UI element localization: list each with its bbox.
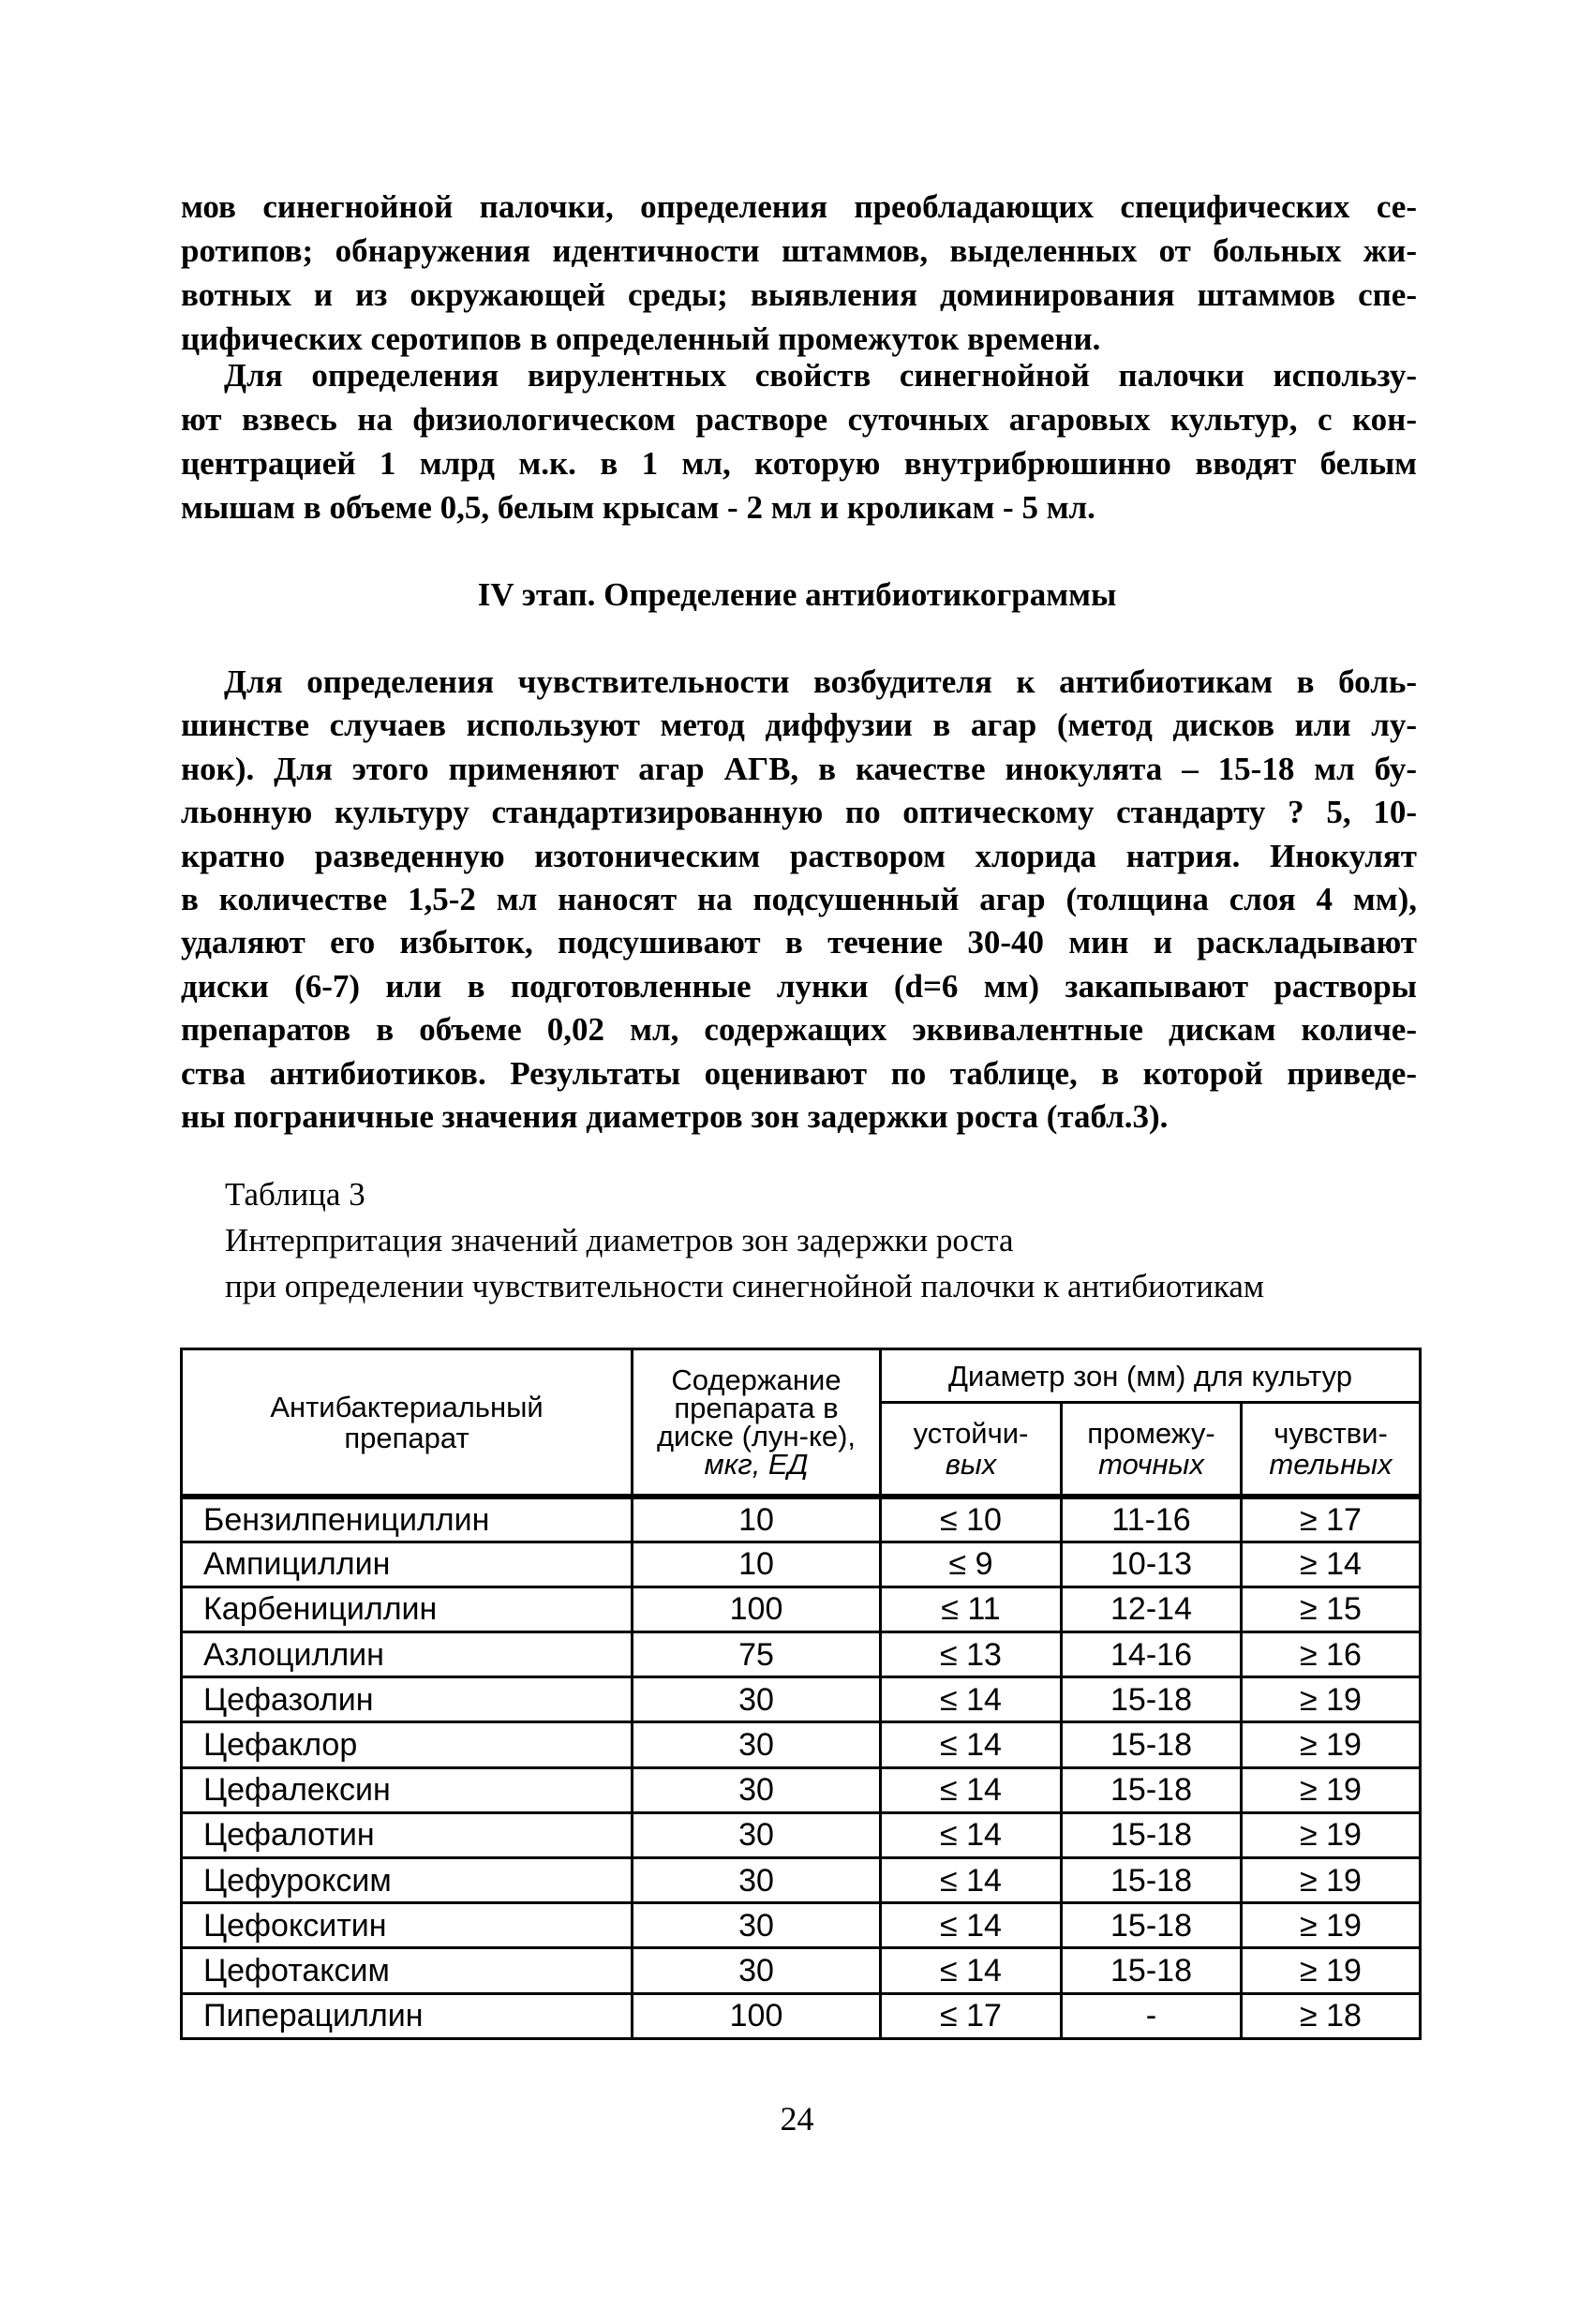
resistant-value: ≤ 14 — [881, 1948, 1062, 1993]
text-line: льонную культуру стандартизированную по оптическому стандарту ? 5, 10- — [181, 794, 1417, 831]
resistant-value: ≤ 14 — [881, 1858, 1062, 1903]
drug-name: Цефалексин — [182, 1767, 633, 1812]
text-line: Для определения чувствительности возбудителя к антибиотикам в боль- — [224, 663, 1417, 700]
table-row — [182, 1587, 1421, 1631]
sensitive-value: ≥ 16 — [1242, 1632, 1421, 1677]
header-resistant-line1: устойчи- — [913, 1417, 1029, 1450]
table-row — [182, 1677, 1421, 1722]
paragraph-3 — [181, 661, 1417, 1139]
text-line: удаляют его избыток, подсушивают в течение 30-40 мин и раскладывают — [181, 924, 1417, 961]
table-label: Таблица 3 — [225, 1176, 365, 1213]
drug-name: Цефалотин — [182, 1812, 633, 1857]
text-line: мов синегнойной палочки, определения преобладающих специфических се- — [181, 188, 1417, 225]
resistant-value: ≤ 17 — [881, 1993, 1062, 2038]
drug-name: Ампициллин — [182, 1542, 633, 1587]
disk-content: 30 — [633, 1858, 881, 1903]
disk-content: 30 — [633, 1948, 881, 1993]
text-line: нок). Для этого применяют агар АГВ, в качестве инокулята – 15-18 мл бу- — [181, 750, 1417, 787]
sensitive-value: ≥ 19 — [1242, 1677, 1421, 1722]
disk-content: 10 — [633, 1542, 881, 1587]
sensitive-value: ≥ 17 — [1242, 1497, 1421, 1542]
table-caption — [225, 1171, 1264, 1309]
disk-content: 75 — [633, 1632, 881, 1677]
intermediate-value: 11-16 — [1062, 1497, 1242, 1542]
sensitive-value: ≥ 19 — [1242, 1812, 1421, 1857]
resistant-value: ≤ 9 — [881, 1542, 1062, 1587]
table-row — [182, 1497, 1421, 1542]
resistant-value: ≤ 13 — [881, 1632, 1062, 1677]
drug-name: Пиперациллин — [182, 1993, 633, 2038]
resistant-value: ≤ 14 — [881, 1722, 1062, 1767]
text-line: диски (6-7) или в подготовленные лунки (d=6 мм) закапывают растворы — [181, 967, 1417, 1005]
text-line: ны пограничные значения диаметров зон задержки роста (табл.3). — [181, 1097, 1169, 1135]
intermediate-value: 15-18 — [1062, 1812, 1242, 1857]
table-row — [182, 1858, 1421, 1903]
intermediate-value: 15-18 — [1062, 1677, 1242, 1722]
table-title-line2: при определении чувствительности синегнойной палочки к антибиотикам — [225, 1268, 1265, 1304]
disk-content: 100 — [633, 1993, 881, 2038]
header-resistant — [881, 1403, 1062, 1497]
table-row — [182, 1993, 1421, 2038]
sensitive-value: ≥ 19 — [1242, 1767, 1421, 1812]
intermediate-value: 15-18 — [1062, 1948, 1242, 1993]
resistant-value: ≤ 11 — [881, 1587, 1062, 1631]
drug-name: Карбенициллин — [182, 1587, 633, 1631]
drug-name: Цефаклор — [182, 1722, 633, 1767]
disk-content: 30 — [633, 1903, 881, 1948]
text-line: ют взвесь на физиологическом растворе суточных агаровых культур, с кон- — [181, 401, 1417, 438]
sensitive-value: ≥ 19 — [1242, 1858, 1421, 1903]
header-diameter: Диаметр зон (мм) для культур — [881, 1349, 1421, 1403]
text-line: мышам в объеме 0,5, белым крысам - 2 мл и кроликам - 5 мл. — [181, 489, 1095, 526]
header-sensitive — [1242, 1403, 1421, 1497]
header-drug-line2: препарат — [344, 1421, 469, 1454]
drug-name: Бензилпенициллин — [182, 1497, 633, 1542]
intermediate-value: 15-18 — [1062, 1858, 1242, 1903]
resistant-value: ≤ 14 — [881, 1812, 1062, 1857]
drug-name: Цефотаксим — [182, 1948, 633, 1993]
header-content — [633, 1349, 881, 1497]
header-drug-line1: Антибактериальный — [270, 1390, 544, 1423]
header-content-line3: диске (лун-ке), — [656, 1419, 857, 1452]
text-line: Для определения вирулентных свойств синегнойной палочки использу- — [224, 357, 1417, 394]
text-line: в количестве 1,5-2 мл наносят на подсушенный агар (толщина слоя 4 мм), — [181, 880, 1417, 917]
table-row — [182, 1767, 1421, 1812]
intermediate-value: 10-13 — [1062, 1542, 1242, 1587]
drug-name: Цефокситин — [182, 1903, 633, 1948]
sensitive-value: ≥ 14 — [1242, 1542, 1421, 1587]
text-line: цифических серотипов в определенный промежуток времени. — [181, 320, 1101, 357]
sensitive-value: ≥ 18 — [1242, 1993, 1421, 2038]
text-line: кратно разведенную изотоническим раствором хлорида натрия. Инокулят — [181, 837, 1417, 874]
table-row — [182, 1903, 1421, 1948]
header-content-line4: мкг, ЕД — [704, 1447, 809, 1481]
intermediate-value: 15-18 — [1062, 1767, 1242, 1812]
disk-content: 30 — [633, 1677, 881, 1722]
drug-name: Азлоциллин — [182, 1632, 633, 1677]
table-row — [182, 1812, 1421, 1857]
text-line: вотных и из окружающей среды; выявления доминирования штаммов спе- — [181, 276, 1417, 313]
intermediate-value: 12-14 — [1062, 1587, 1242, 1631]
header-intermediate — [1062, 1403, 1242, 1497]
intermediate-value: 15-18 — [1062, 1722, 1242, 1767]
resistant-value: ≤ 14 — [881, 1767, 1062, 1812]
header-resistant-line2: вых — [945, 1448, 997, 1481]
intermediate-value: - — [1062, 1993, 1242, 2038]
text-line: ства антибиотиков. Результаты оценивают по таблице, в которой приведе- — [181, 1054, 1417, 1092]
sensitive-value: ≥ 19 — [1242, 1903, 1421, 1948]
table-row — [182, 1632, 1421, 1677]
table-title-line1: Интерпритация значений диаметров зон задержки роста — [225, 1222, 1014, 1259]
resistant-value: ≤ 10 — [881, 1497, 1062, 1542]
intermediate-value: 15-18 — [1062, 1903, 1242, 1948]
disk-content: 30 — [633, 1767, 881, 1812]
disk-content: 30 — [633, 1722, 881, 1767]
resistant-value: ≤ 14 — [881, 1903, 1062, 1948]
sensitive-value: ≥ 19 — [1242, 1948, 1421, 1993]
header-content-line2: препарата в — [674, 1391, 839, 1424]
header-sensitive-line1: чувстви- — [1274, 1417, 1388, 1450]
drug-name: Цефуроксим — [182, 1858, 633, 1903]
page-number: 24 — [780, 2100, 814, 2138]
table-row — [182, 1542, 1421, 1587]
paragraph-2 — [181, 353, 1417, 529]
disk-content: 100 — [633, 1587, 881, 1631]
header-drug — [182, 1349, 633, 1497]
text-line: центрацией 1 млрд м.к. в 1 мл, которую внутрибрюшинно вводят белым — [181, 445, 1417, 482]
table-row — [182, 1722, 1421, 1767]
sensitive-value: ≥ 15 — [1242, 1587, 1421, 1631]
antibiotic-table — [180, 1348, 1422, 2040]
header-intermediate-line1: промежу- — [1087, 1417, 1215, 1450]
intermediate-value: 14-16 — [1062, 1632, 1242, 1677]
text-line: препаратов в объеме 0,02 мл, содержащих эквивалентные дискам количе- — [181, 1011, 1417, 1049]
text-line: ротипов; обнаружения идентичности штаммов, выделенных от больных жи- — [181, 232, 1417, 269]
paragraph-1 — [181, 185, 1417, 361]
header-intermediate-line2: точных — [1098, 1448, 1204, 1481]
sensitive-value: ≥ 19 — [1242, 1722, 1421, 1767]
disk-content: 10 — [633, 1497, 881, 1542]
header-sensitive-line2: тельных — [1269, 1448, 1393, 1481]
resistant-value: ≤ 14 — [881, 1677, 1062, 1722]
section-heading: IV этап. Определение антибиотикограммы — [477, 576, 1117, 613]
drug-name: Цефазолин — [182, 1677, 633, 1722]
disk-content: 30 — [633, 1812, 881, 1857]
table-row — [182, 1948, 1421, 1993]
text-line: шинстве случаев используют метод диффузии в агар (метод дисков или лу- — [181, 707, 1417, 744]
header-content-line1: Содержание — [671, 1363, 842, 1396]
